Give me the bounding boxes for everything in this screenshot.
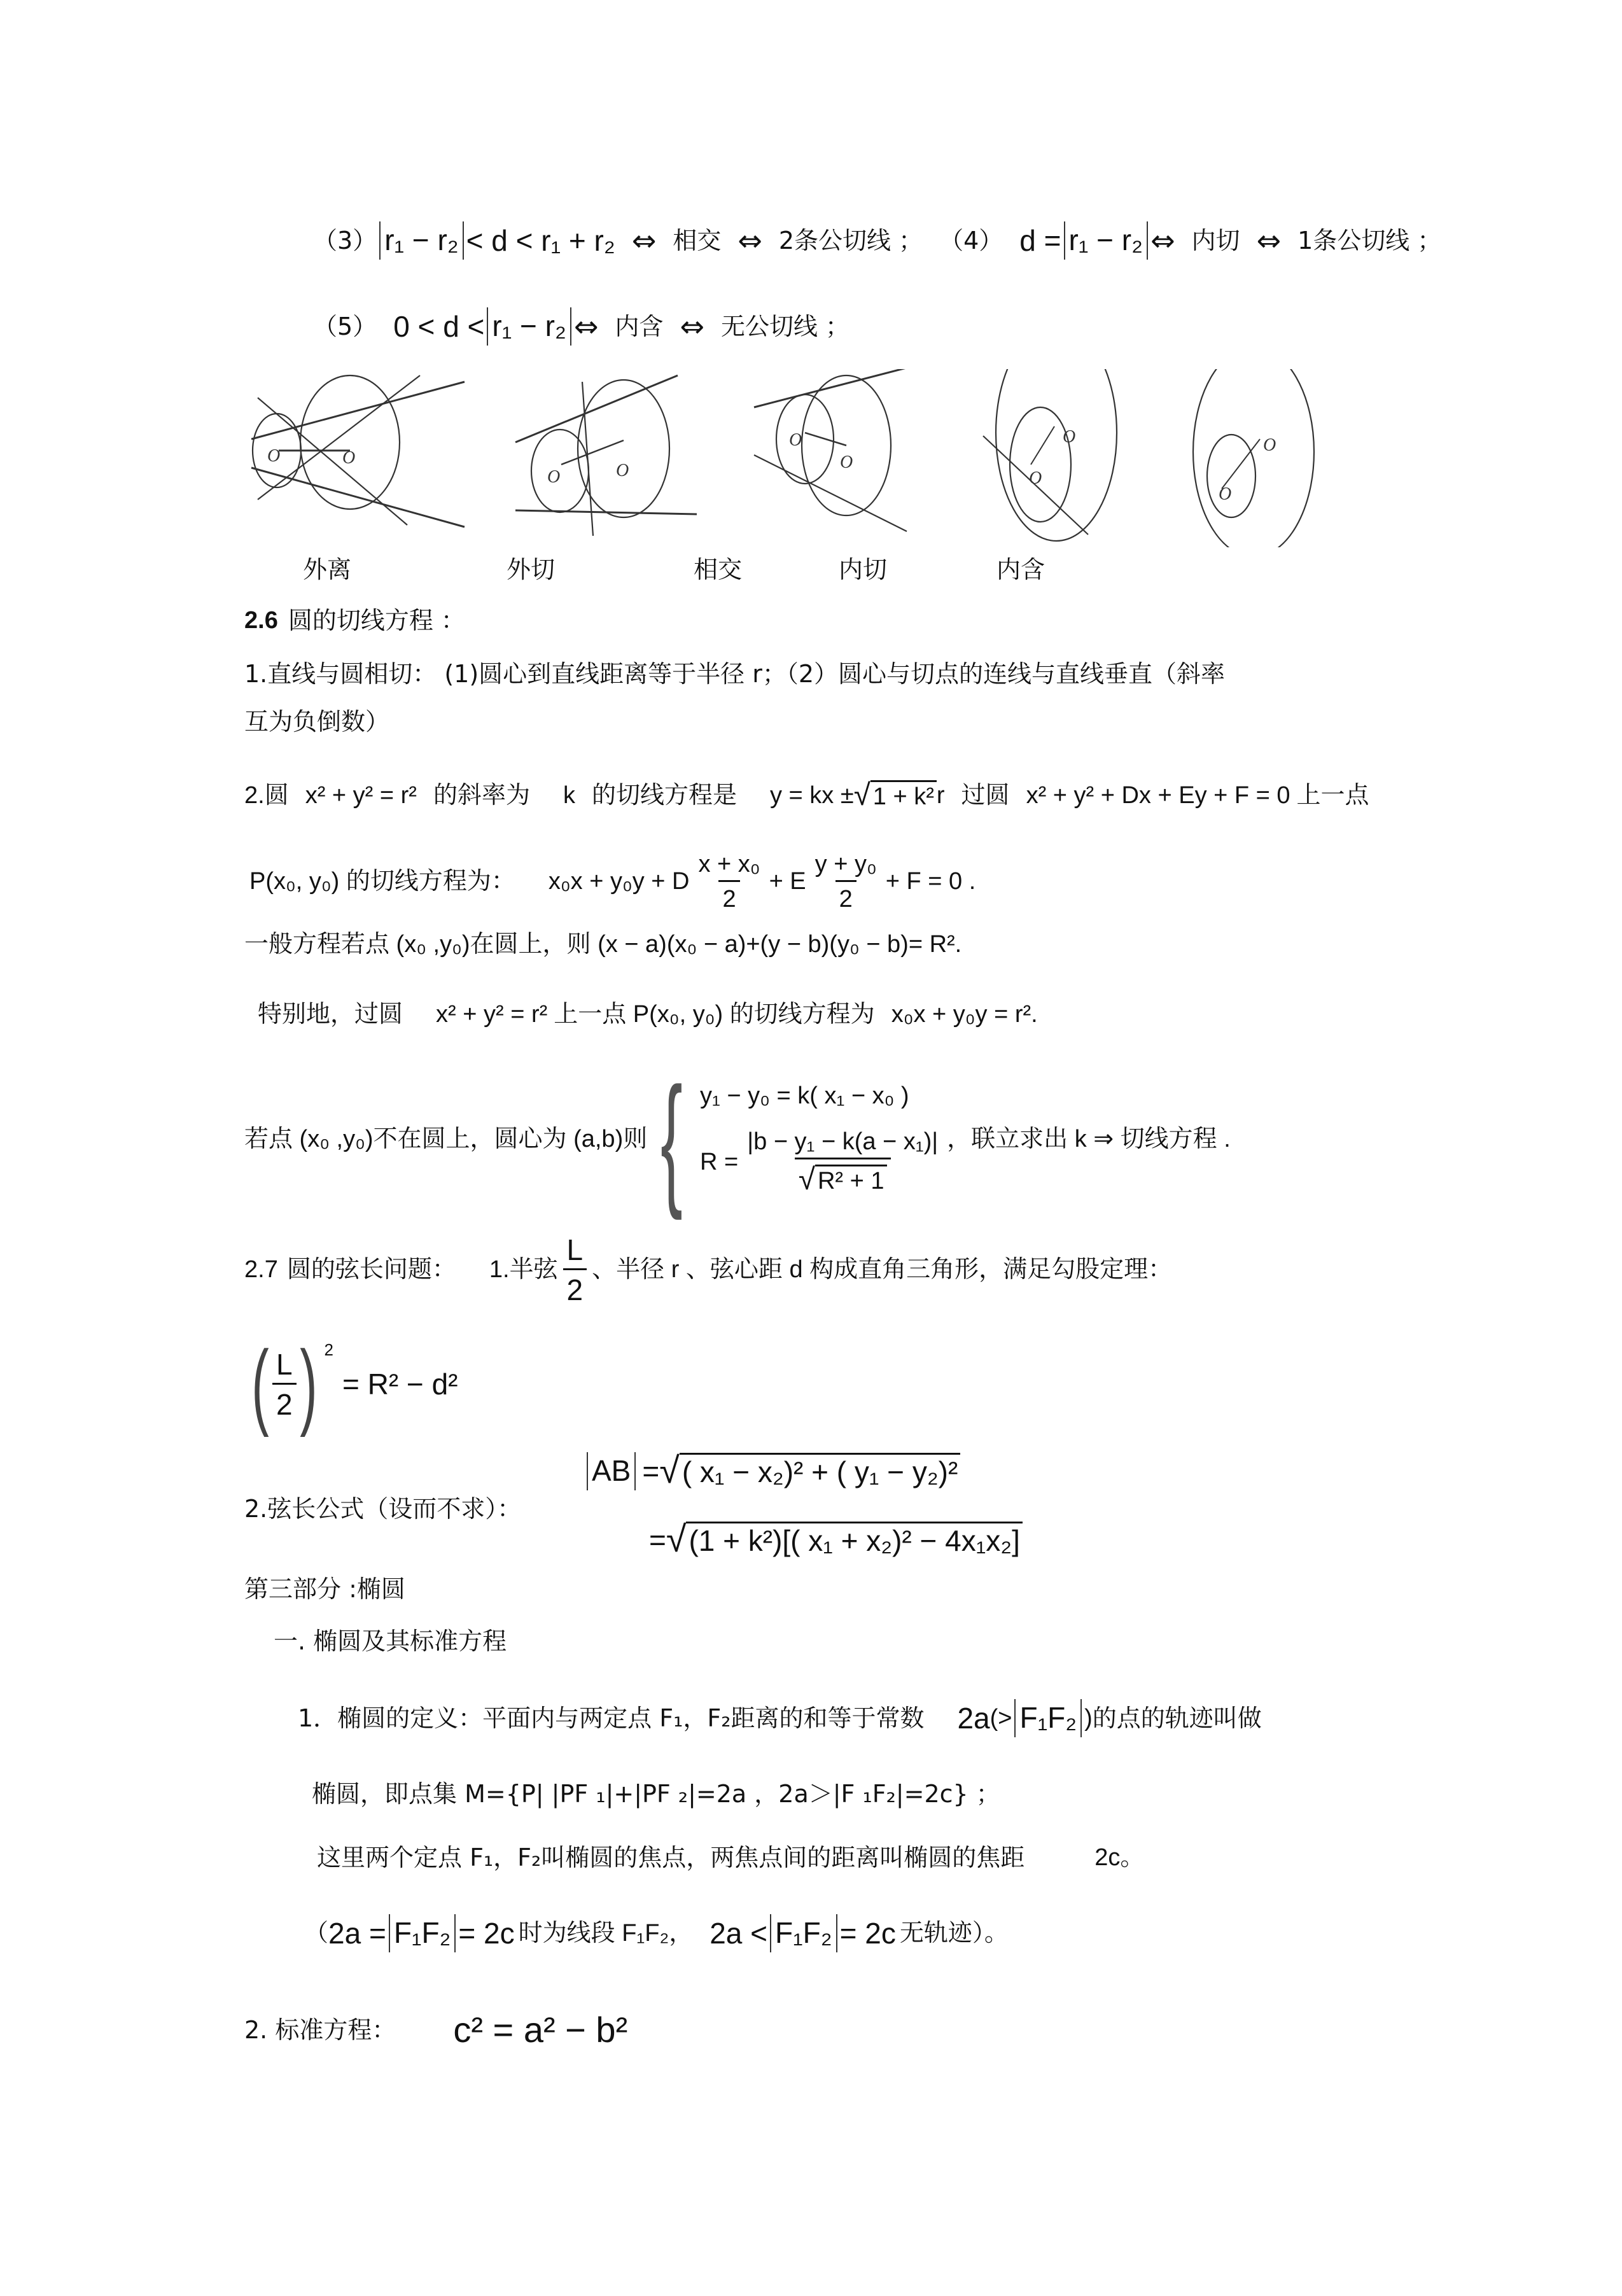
section-title: 圆的切线方程 ： — [288, 606, 465, 634]
fraction — [811, 852, 881, 911]
iff-icon: ⇔ — [738, 223, 762, 258]
f1f2-abs: F₁F₂ — [770, 1914, 837, 1952]
svg-text:O: O — [616, 461, 629, 480]
diagram-label-separate: 外离 — [303, 556, 352, 584]
tangent-equation: x₀x + y₀y = r². — [891, 1001, 1038, 1028]
text: 的点的轨迹叫做 — [1092, 1704, 1262, 1732]
point-tangent-line — [249, 840, 975, 923]
text: 上一点 P(x₀, y₀) 的切线方程为 — [554, 1001, 875, 1028]
item4-name: 内切 — [1191, 227, 1240, 255]
svg-text:O: O — [267, 446, 281, 466]
item3-number: （3） — [313, 227, 377, 255]
numerator: L — [276, 1347, 293, 1381]
diagram-intersecting — [754, 369, 939, 531]
text: 1．椭圆的定义：平面内与两定点 F₁，F₂距离的和等于常数 — [298, 1704, 925, 1732]
radicand: 1 + k² — [870, 780, 937, 811]
circle-equation: x² + y² = r² — [436, 1001, 548, 1028]
chord-length-label: 2.弦长公式（设而不求）： — [244, 1495, 522, 1523]
item3-abs-expr: r₁ − r₂ — [379, 221, 463, 260]
text: 、半径 r 、弦心距 d 构成直角三角形，满足勾股定理： — [592, 1256, 1173, 1283]
svg-text:O: O — [342, 448, 356, 468]
lhs: R = — [700, 1149, 739, 1175]
part3-title: 第三部分 :椭圆 — [244, 1575, 405, 1603]
rhs: = R² − d² — [342, 1368, 458, 1401]
numerator: L — [566, 1233, 584, 1266]
equation-system — [647, 1057, 947, 1221]
denominator: 2 — [718, 880, 739, 911]
numerator: |b − y₁ − k(a − x₁)| — [747, 1128, 939, 1155]
item5-lhs: 0 < d < — [393, 310, 485, 343]
iff-icon: ⇔ — [1256, 223, 1282, 258]
tangent-equation: y = kx ± — [769, 782, 854, 809]
text: 时为线段 F₁F₂， — [518, 1920, 694, 1947]
expr: 2a — [957, 1702, 990, 1735]
sqrt-expression: √ 1 + k² — [854, 780, 937, 811]
text: 1.半弦 — [489, 1256, 558, 1283]
radicand: ( x₁ − x₂)² + ( y₁ − y₂)² — [680, 1453, 961, 1490]
relation-line-3-4 — [313, 223, 1441, 258]
standard-equation: c² = a² − b² — [453, 2010, 628, 2050]
text: 的切线方程是 — [591, 782, 737, 809]
iff-icon: ⇔ — [1150, 223, 1175, 258]
right-paren-icon: ) — [299, 1331, 318, 1438]
fraction — [694, 852, 764, 911]
system-row-2 — [700, 1130, 947, 1195]
expr: (> — [989, 1705, 1012, 1732]
item4-result: 1条公切线 ； — [1297, 227, 1442, 255]
ab-abs: AB — [587, 1452, 636, 1490]
item5-number: （5） — [313, 312, 377, 340]
diagram-label-contained: 内含 — [996, 556, 1045, 584]
circle-relations-figure — [248, 369, 1343, 547]
ellipse-foci-line — [317, 1845, 1144, 1870]
iff-icon: ⇔ — [573, 309, 599, 344]
numerator: y + y₀ — [814, 850, 877, 878]
iff-icon: ⇔ — [680, 309, 704, 344]
text: 这里两个定点 F₁，F₂叫椭圆的焦点，两焦点间的距离叫椭圆的焦距 — [317, 1844, 1025, 1872]
section-title: 圆的弦长问题： — [286, 1256, 456, 1283]
left-paren-icon: ( — [251, 1331, 269, 1438]
item4-abs-expr: r₁ − r₂ — [1064, 221, 1148, 260]
brace-icon: { — [661, 1057, 683, 1221]
expr: = 2c — [839, 1917, 896, 1950]
svg-text:O: O — [547, 467, 561, 487]
tangent-condition-line1: 1.直线与圆相切： (1)圆心到直线距离等于半径 r；（2）圆心与切点的连线与直线垂直（斜率 — [244, 660, 1226, 688]
item4-lhs: d = — [1019, 224, 1061, 257]
numerator: x + x₀ — [698, 850, 760, 878]
general-circle-equation: x² + y² + Dx + Ey + F = 0 — [1026, 782, 1290, 809]
slope-tangent-line — [244, 773, 1369, 818]
radicand: (1 + k²)[( x₁ + x₂)² − 4x₁x₂] — [686, 1522, 1022, 1558]
svg-text:O: O — [789, 430, 802, 450]
exponent: 2 — [324, 1340, 333, 1359]
text: 2.圆 — [244, 782, 289, 809]
part3-subtitle: 一. 椭圆及其标准方程 — [274, 1627, 507, 1655]
section-2-6-heading — [244, 608, 465, 633]
text: 特别地，过圆 — [258, 1001, 403, 1028]
tangent-condition-line2: 互为负倒数） — [244, 708, 390, 736]
svg-text:O: O — [1029, 468, 1042, 488]
sqrt-expression: √ (1 + k²)[( x₁ + x₂)² − 4x₁x₂] — [666, 1522, 1023, 1558]
text: 无轨迹）。 — [899, 1920, 1009, 1947]
standard-equation-line — [244, 2005, 627, 2055]
text: 过圆 — [961, 782, 1010, 809]
chord-length-row-1 — [584, 1446, 960, 1497]
equals: = — [642, 1455, 660, 1488]
svg-text:O: O — [1263, 435, 1276, 455]
diagram-separate — [251, 375, 465, 527]
ellipse-definition-line — [298, 1696, 1262, 1740]
slope-variable: k — [563, 782, 575, 809]
item5-name: 内含 — [615, 312, 664, 340]
equals: = — [649, 1523, 666, 1557]
expr: ) — [1084, 1705, 1093, 1732]
denominator: 2 — [835, 880, 856, 911]
svg-text:O: O — [1219, 484, 1232, 504]
diagram-label-intersecting: 相交 — [694, 556, 743, 584]
text: 的斜率为 — [433, 782, 530, 809]
chord-length-row-2 — [649, 1515, 1023, 1565]
diagram-label-external-tangent: 外切 — [507, 556, 556, 584]
degenerate-cases-line — [304, 1908, 1009, 1959]
f1f2-abs: F₁F₂ — [389, 1914, 456, 1952]
item3-result: 2条公切线 ； — [778, 227, 923, 255]
diagram-internal-tangent — [983, 369, 1117, 541]
denominator: √ R² + 1 — [795, 1158, 891, 1195]
general-equation-line: 一般方程若点 (x₀ ,y₀)在圆上，则 (x − a)(x₀ − a)+(y − b)(y₀ − b)= R². — [244, 931, 962, 958]
equation-part: x₀x + y₀y + D — [548, 868, 690, 895]
pythagoras-equation — [244, 1331, 458, 1438]
item5-abs-expr: r₁ − r₂ — [487, 307, 571, 346]
text: （ — [304, 1920, 329, 1947]
section-number: 2.6 — [244, 607, 278, 634]
svg-text:O: O — [840, 452, 853, 472]
text: 若点 (x₀ ,y₀)不在圆上，圆心为 (a,b)则 — [244, 1126, 648, 1152]
fraction — [743, 1130, 942, 1195]
item3-name: 相交 — [673, 227, 722, 255]
text: 2c。 — [1094, 1844, 1145, 1871]
text: 2. 标准方程： — [244, 2016, 396, 2044]
relation-line-5 — [313, 309, 849, 344]
denominator: 2 — [272, 1383, 297, 1419]
diagram-contained — [1193, 369, 1314, 547]
diagram-external-tangent — [515, 375, 697, 536]
fraction — [272, 1347, 297, 1421]
special-case-line — [258, 1002, 1038, 1026]
radius-variable: r — [936, 782, 945, 809]
ellipse-set-line: 椭圆，即点集 M={P| |PF ₁|+|PF ₂|=2a ，2a＞|F ₁F₂|=2c} ； — [312, 1780, 1000, 1808]
circle-equation: x² + y² = r² — [305, 782, 417, 809]
off-circle-line — [244, 1057, 1231, 1221]
section-2-7-line — [244, 1228, 1172, 1311]
fraction — [563, 1235, 587, 1305]
expr: = 2c — [458, 1917, 515, 1950]
iff-icon: ⇔ — [631, 223, 657, 258]
text: P(x₀, y₀) 的切线方程为： — [249, 868, 515, 895]
item5-result: 无公切线 ； — [720, 312, 850, 340]
system-row-1: y₁ − y₀ = k( x₁ − x₀ ) — [700, 1082, 909, 1109]
radicand: R² + 1 — [815, 1165, 887, 1195]
sqrt-expression: √ ( x₁ − x₂)² + ( y₁ − y₂)² — [659, 1453, 960, 1490]
equation-part: + F = 0 . — [885, 868, 976, 895]
text: 上一点 — [1296, 782, 1369, 809]
equation-part: + E — [769, 868, 806, 895]
expr: 2a = — [328, 1917, 386, 1950]
text: ，联立求出 k ⇒ 切线方程 . — [947, 1126, 1231, 1152]
item3-inequality: < d < r₁ + r₂ — [466, 224, 615, 257]
f1f2-abs: F₁F₂ — [1014, 1699, 1082, 1737]
expr: 2a < — [710, 1917, 768, 1950]
svg-text:O: O — [1063, 427, 1076, 447]
denominator: 2 — [563, 1268, 587, 1305]
item4-number: （4） — [939, 227, 1003, 255]
diagram-label-internal-tangent: 内切 — [839, 556, 888, 584]
section-number: 2.7 — [244, 1256, 278, 1283]
